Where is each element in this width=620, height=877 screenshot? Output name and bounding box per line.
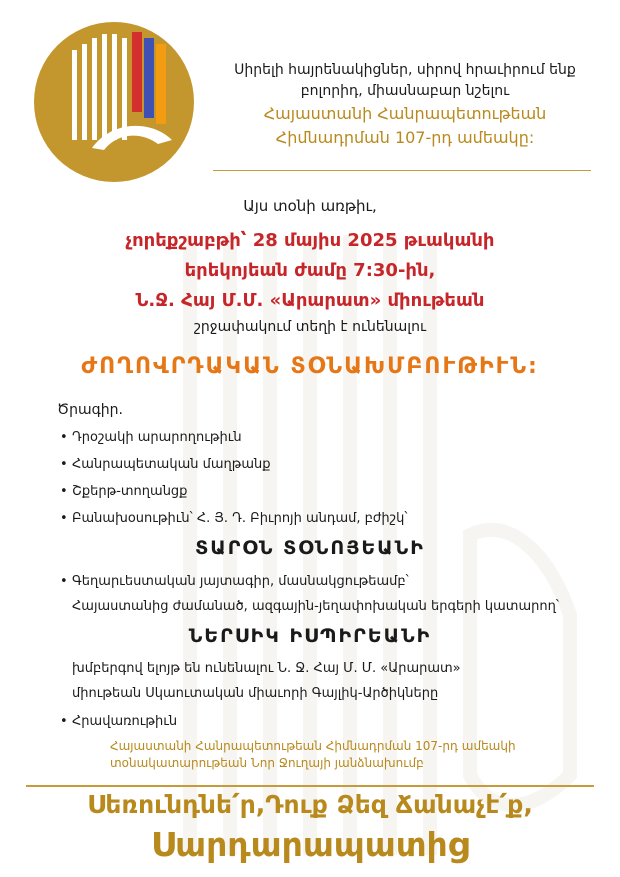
committee-line-2: տօնակատարութեան Նոր Ջուղայի յանձնախումբ bbox=[110, 756, 424, 770]
event-title: ԺՈՂՈՎՐԴԱԿԱՆ ՏՕՆԱԽՄԲՈՒԹԻՒՆ: bbox=[81, 354, 539, 379]
program-item-continuation: Հայաստանից ժամանած, ազգային-յեղափոխական երգերի կատարող՝ bbox=[72, 599, 559, 614]
event-date: չորեքշաբթի՝ 28 մայիս 2025 թւականի bbox=[125, 230, 495, 251]
footer-slogan-2: Սարդարապատից bbox=[151, 825, 469, 864]
footer-slogan-1: Սեռունդնե՛ր,Դուք Ձեզ Ճանաչէ՛ք, bbox=[87, 790, 533, 819]
intro-text: Այս տօնի առթիւ, bbox=[243, 197, 377, 215]
committee-line-1: Հայաստանի Հանրապետութեան Հիմնադրման 107-րդ ամեակի bbox=[110, 739, 516, 753]
program-item: • Բանախօսութիւն՝ Հ. Յ. Դ. Բիւրոյի անդամ, բժիշկ՝ bbox=[60, 511, 408, 526]
choir-note-1: խմբերգով ելոյթ են ունենալու Ն. Ջ. Հայ Մ. Մ. «Արարատ» bbox=[72, 661, 461, 676]
header-line-2: բոլորիդ, միասնաբար նշելու bbox=[300, 83, 510, 99]
program-item: • Գեղարւեստական յայտագիր, մասնակցութեամբ՝ bbox=[60, 574, 409, 589]
event-time: երեկոյեան ժամը 7:30-ին, bbox=[184, 260, 436, 281]
speaker-name: ՏԱՐՕՆ ՏՕՆՈՅԵԱՆԻ bbox=[195, 537, 425, 559]
singer-name: ՆԵՐՍԻԿ ԻՍՊԻՐԵԱՆԻ bbox=[188, 625, 432, 647]
republic-anniversary-logo bbox=[32, 20, 196, 184]
event-venue: Ն.Ջ. Հայ Մ.Մ. «Արարատ» միութեան bbox=[135, 290, 485, 311]
footer-divider bbox=[26, 785, 594, 787]
program-item: • Հրավառութիւն bbox=[60, 714, 178, 729]
program-label: Ծրագիր. bbox=[57, 402, 124, 418]
program-item: • Դրօշակի արարողութիւն bbox=[60, 430, 242, 445]
header-divider bbox=[213, 170, 591, 171]
program-item: • Հանրապետական մաղթանք bbox=[60, 457, 271, 472]
choir-note-2: միութեան Սկաուտական միաւորի Գայլիկ-Արծիկները bbox=[72, 686, 439, 701]
header-line-1: Սիրելի հայրենակիցներ, սիրով հրաւիրում ենք bbox=[234, 62, 576, 78]
program-item: • Շքերթ-տողանցք bbox=[60, 484, 188, 499]
event-hold-text: շրջափակում տեղի է ունենալու bbox=[193, 319, 427, 335]
header-text bbox=[205, 60, 605, 150]
header-gold-1: Հայաստանի Հանրապետութեան bbox=[263, 104, 547, 123]
header-gold-2: Հիմնադրման 107-րդ ամեակը: bbox=[275, 128, 535, 147]
